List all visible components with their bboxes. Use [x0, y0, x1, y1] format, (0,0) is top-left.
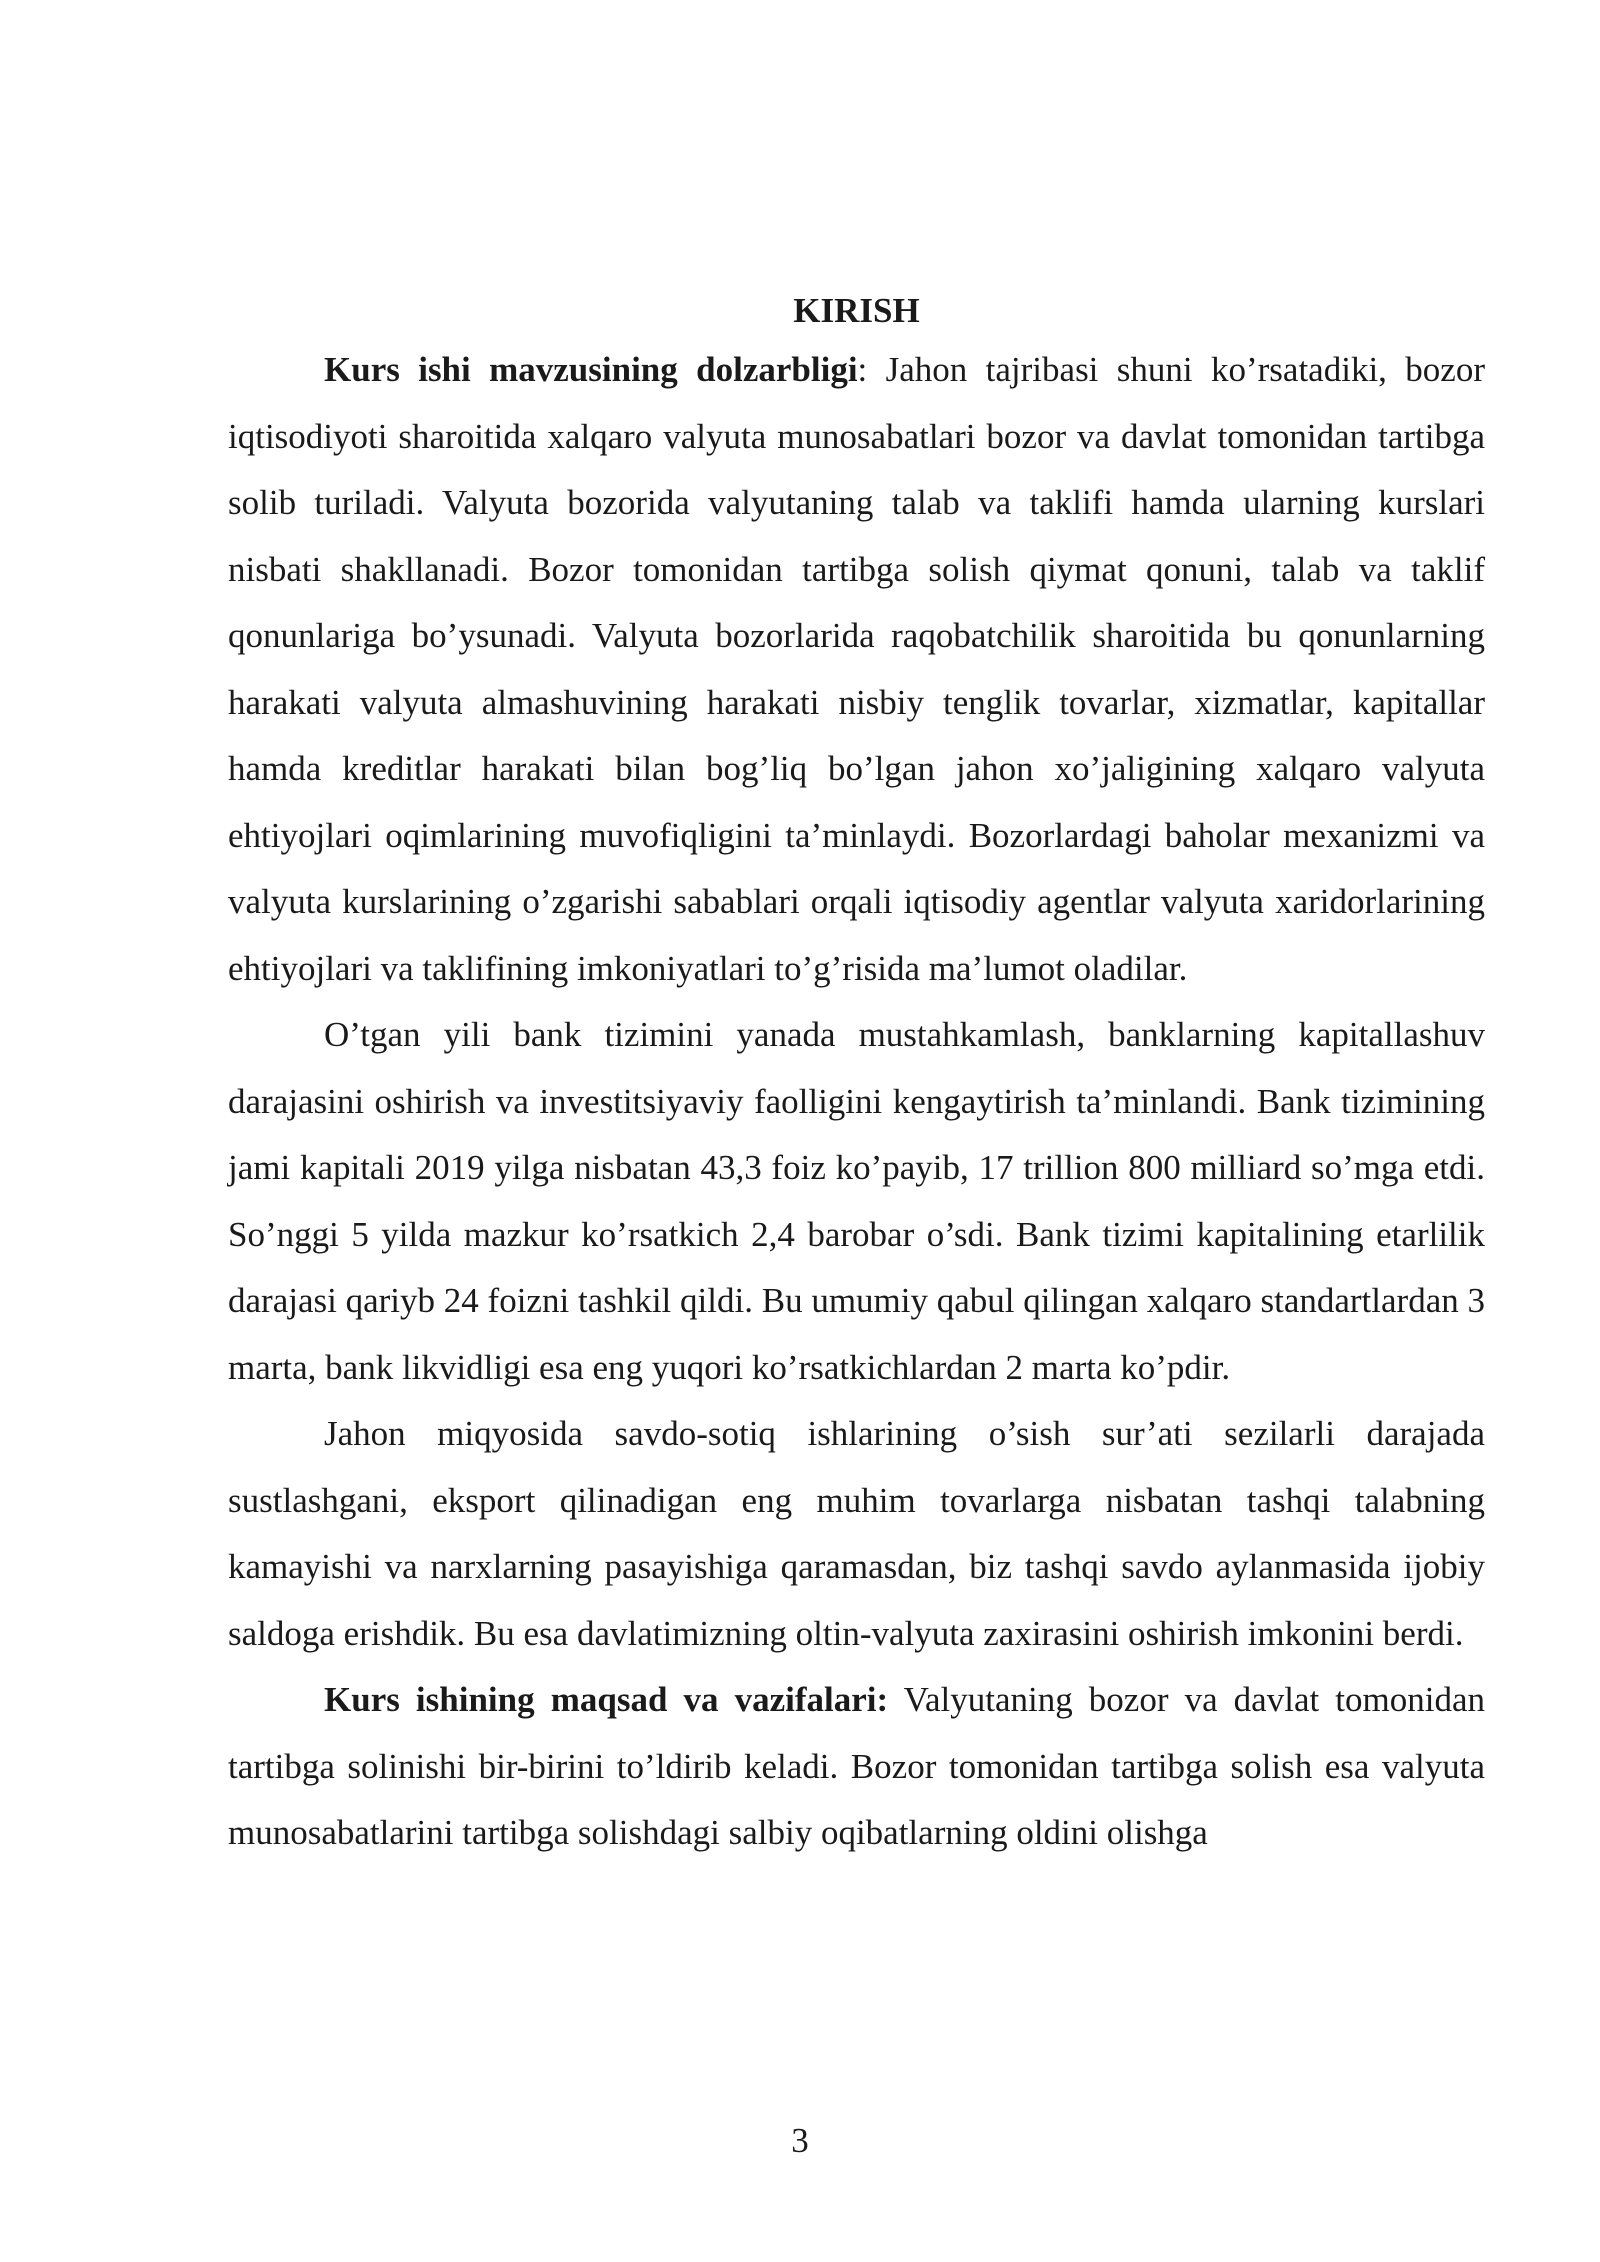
paragraph-lead: Kurs ishi mavzusining dolzarbligi	[324, 350, 858, 389]
paragraph-trade	[228, 1401, 1485, 1667]
paragraph-bank-system	[228, 1002, 1485, 1401]
page-number: 3	[791, 2121, 809, 2160]
paragraph-text: O’tgan yili bank tizimini yanada mustahkamlash, banklarning kapitallashuv darajasini oshirish va investitsiyaviy faolligini kengaytirish ta’minlandi. Bank tizimining jami kapitali 2019 yilga nisbatan 43,3 foiz ko’payib, 17 trillion 800 milliard so’mga etdi. So’nggi 5 yilda mazkur ko’rsatkich 2,4 barobar o’sdi. Bank tizimi kapitalining etarlilik darajasi qariyb 24 foizni tashkil qildi. Bu umumiy qabul qilingan xalqaro standartlardan 3 marta, bank likvidligi esa eng yuqori ko’rsatkichlardan 2 marta ko’pdir.	[228, 1015, 1485, 1387]
paragraph-text: Valyutaning bozor va davlat tomonidan tartibga solinishi bir-birini to’ldirib keladi. Bozor tomonidan tartibga solish esa valyuta munosabatlarini tartibga solishdagi salbiy oqibatlarning oldini olishga	[228, 1680, 1485, 1852]
page-body	[228, 285, 1485, 1867]
paragraph-text: Jahon miqyosida savdo-sotiq ishlarining o’sish sur’ati sezilarli darajada sustlashgani, eksport qilinadigan eng muhim tovarlarga nisbatan tashqi talabning kamayishi va narxlarning pasayishiga qaramasdan, biz tashqi savdo aylanmasida ijobiy saldoga erishdik. Bu esa davlatimizning oltin-valyuta zaxirasini oshirish imkonini berdi.	[228, 1414, 1485, 1653]
paragraph-lead: Kurs ishining maqsad va vazifalari:	[324, 1680, 889, 1719]
paragraph-text: : Jahon tajribasi shuni ko’rsatadiki, bozor iqtisodiyoti sharoitida xalqaro valyuta munosabatlari bozor va davlat tomonidan tartibga solib turiladi. Valyuta bozorida valyutaning talab va taklifi hamda ularning kurslari nisbati shakllanadi. Bozor tomonidan tartibga solish qiymat qonuni, talab va taklif qonunlariga bo’ysunadi. Valyuta bozorlarida raqobatchilik sharoitida bu qonunlarning harakati valyuta almashuvining harakati nisbiy tenglik tovarlar, xizmatlar, kapitallar hamda kreditlar harakati bilan bog’liq bo’lgan jahon xo’jaligining xalqaro valyuta ehtiyojlari oqimlarining muvofiqligini ta’minlaydi. Bozorlardagi baholar mexanizmi va valyuta kurslarining o’zgarishi sabablari orqali iqtisodiy agentlar valyuta xaridorlarining ehtiyojlari va taklifining imkoniyatlari to’g’risida ma’lumot oladilar.	[228, 350, 1485, 988]
paragraph-goals	[228, 1667, 1485, 1867]
section-heading: KIRISH	[793, 291, 920, 330]
paragraph-relevance	[228, 337, 1485, 1002]
